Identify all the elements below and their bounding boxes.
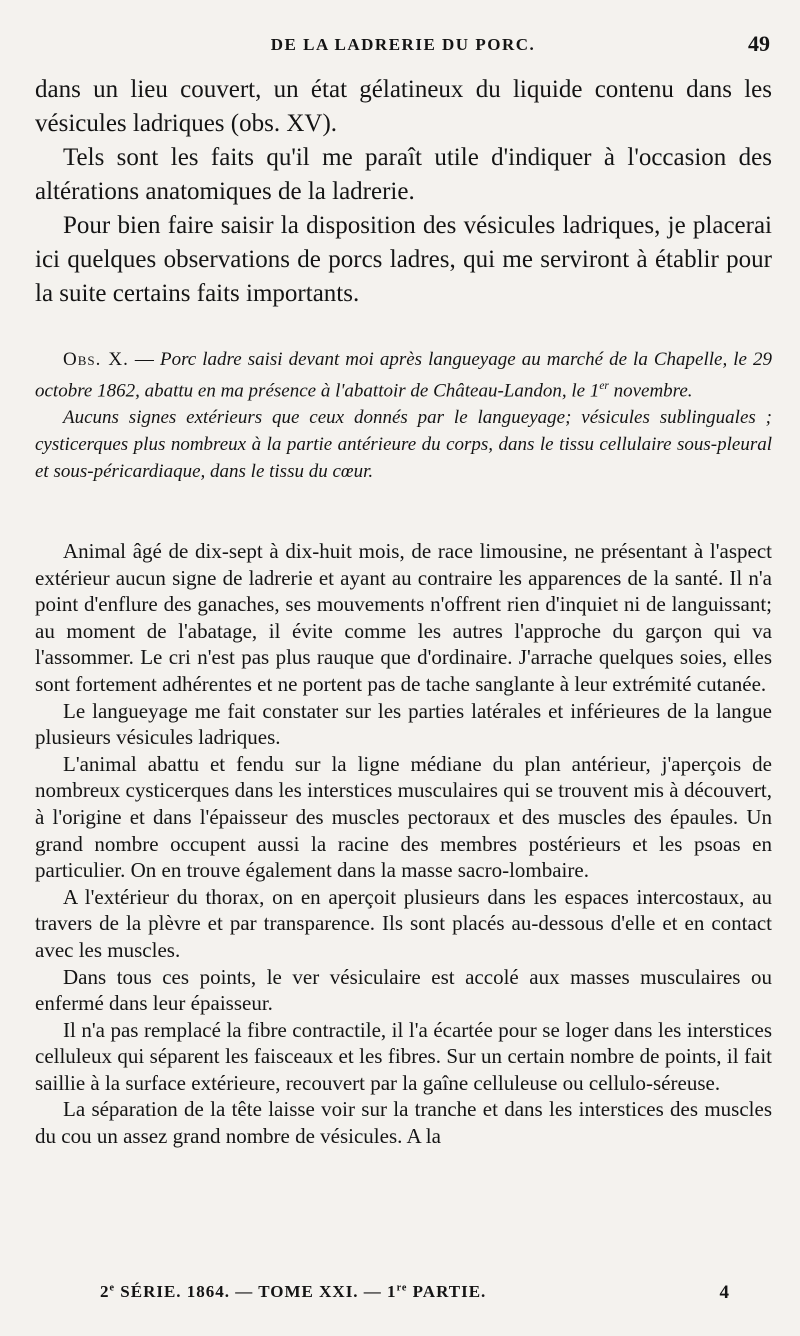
body-paragraph-2: Le langueyage me fait constater sur les parties latérales et inférieures de la langue plusieurs vésicules ladriques. [35,698,772,750]
part-text: PARTIE. [407,1282,487,1301]
observation-label: Obs. X. [63,349,129,370]
body-paragraph-5: Dans tous ces points, le ver vésiculaire est accolé aux masses musculaires ou enfermé dans leur épaisseur. [35,964,772,1016]
body-section [35,538,772,1150]
intro-paragraph-2: Tels sont les faits qu'il me paraît utile d'indiquer à l'occasion des altérations anatomiques de la ladrerie. [35,144,772,205]
body-paragraph-6: Il n'a pas remplacé la fibre contractile, il l'a écartée pour se loger dans les interstices celluleux qui séparent les faisceaux et les fibres. Sur un certain nombre de points, il fait saillie à la surface extérieure, recouvert par la gaîne celluleuse ou cellulo-séreuse. [35,1017,772,1095]
series-sup: e [109,1282,116,1294]
running-head [36,33,770,63]
series-number: 2 [100,1282,110,1301]
series-text: SÉRIE. 1864. — TOME XXI. — 1 [115,1282,397,1301]
body-paragraph-7: La séparation de la tête laisse voir sur la tranche et dans les interstices des muscles du cou un assez grand nombre de vésicules. A la [35,1097,772,1149]
body-paragraph-1: Animal âgé de dix-sept à dix-huit mois, de race limousine, ne présentant à l'aspect extérieur aucun signe de ladrerie et ayant au contraire les apparences de la santé. Il n'a point d'enflure des ganaches, ses mouvements n'offrent rien d'inquiet ni de languissant; au moment de l'abatage, il évite comme les autres l'approche du garçon qui va l'assommer. Le cri n'est pas plus rauque que d'ordinaire. J'arrache quelques soies, elles sont fortement adhérentes et ne portent pas de tache sanglante à leur extrémité cutanée. [35,539,772,696]
page-number: 49 [748,31,770,56]
observation-block [35,344,772,485]
part-sup: re [396,1282,408,1294]
intro-section [35,73,772,311]
observation-heading-sup: er [599,380,609,392]
observation-heading [35,346,772,404]
observation-heading-text: Porc ladre saisi devant moi après langueyage au marché de la Chapelle, le 29 octobre 1862, abattu en ma présence à l'abattoir de Château-Landon, le 1 [35,349,773,402]
observation-summary: Aucuns signes extérieurs que ceux donnés par le langueyage; vésicules sublinguales ; cysticerques plus nombreux à la partie antérieure du corps, dans le tissu cellulaire sous-pleural et sous-péricardiaque, dans le tissu du cœur. [35,407,772,483]
intro-paragraph-1: dans un lieu couvert, un état gélatineux du liquide contenu dans les vésicules ladriques (obs. XV). [35,76,772,137]
sheet-number: 4 [719,1282,730,1303]
running-title: DE LA LADRERIE DU PORC. [270,35,536,54]
body-paragraph-4: A l'extérieur du thorax, on en aperçoit plusieurs dans les espaces intercostaux, au travers de la plèvre et par transparence. Ils sont placés au-dessous d'elle et en contact avec les muscles. [35,884,772,962]
intro-paragraph-3: Pour bien faire saisir la disposition des vésicules ladriques, je placerai ici quelques observations de porcs ladres, qui me serviront à établir pour la suite certains faits importants. [35,212,772,307]
body-paragraph-3: L'animal abattu et fendu sur la ligne médiane du plan antérieur, j'aperçois de nombreux cysticerques dans les interstices musculaires qui se trouvent mis à découvert, à l'origine et dans l'épaisseur des muscles pectoraux et des muscles des épaules. Un grand nombre occupent aussi la racine des membres postérieurs et les psoas en particulier. On en trouve également dans la masse sacro-lombaire. [35,751,772,883]
observation-dash: — [128,349,160,370]
series-signature [100,1282,486,1302]
signature-footer [100,1282,730,1312]
observation-heading-end: novembre. [608,380,693,402]
